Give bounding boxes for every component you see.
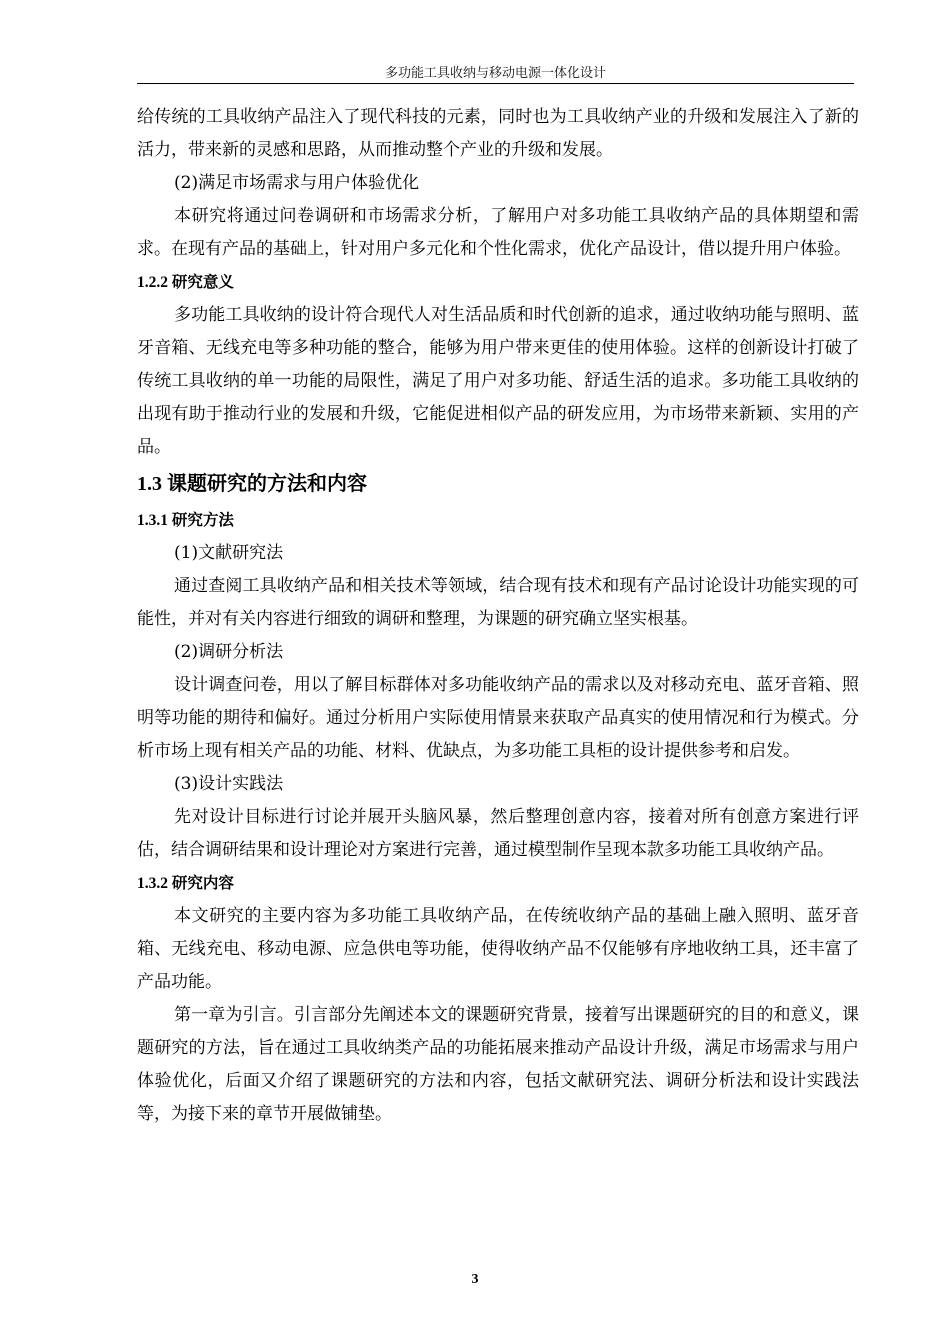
paragraph-design-practice-method: 先对设计目标进行讨论并展开头脑风暴，然后整理创意内容，接着对所有创意方案进行评估，结合调研结果和设计理论对方案进行完善，通过模型制作呈现本款多功能工具收纳产品。 — [137, 807, 859, 860]
paragraph-market-needs: 本研究将通过问卷调研和市场需求分析，了解用户对多功能工具收纳产品的具体期望和需求。在现有产品的基础上，针对用户多元化和个性化需求，优化产品设计，借以提升用户体验。 — [137, 206, 859, 259]
heading-1-3: 1.3 课题研究的方法和内容 — [137, 473, 367, 495]
list-item-survey-method: (2)调研分析法 — [174, 642, 284, 662]
heading-1-3-1: 1.3.1 研究方法 — [137, 512, 234, 529]
heading-1-3-2: 1.3.2 研究内容 — [137, 875, 234, 892]
header-rule — [137, 83, 854, 84]
page-number: 3 — [471, 1272, 479, 1287]
list-item-market-needs: (2)满足市场需求与用户体验优化 — [174, 173, 420, 193]
paragraph-continuation: 给传统的工具收纳产品注入了现代科技的元素，同时也为工具收纳产业的升级和发展注入了新的活力，带来新的灵感和思路，从而推动整个产业的升级和发展。 — [137, 107, 859, 160]
list-item-literature-method: (1)文献研究法 — [174, 543, 284, 563]
paragraph-survey-method: 设计调查问卷，用以了解目标群体对多功能收纳产品的需求以及对移动充电、蓝牙音箱、照明等功能的期待和偏好。通过分析用户实际使用情景来获取产品真实的使用情况和行为模式。分析市场上现有相关产品的功能、材料、优缺点，为多功能工具柜的设计提供参考和启发。 — [137, 675, 859, 761]
paragraph-literature-method: 通过查阅工具收纳产品和相关技术等领域，结合现有技术和现有产品讨论设计功能实现的可能性，并对有关内容进行细致的调研和整理，为课题的研究确立坚实根基。 — [137, 576, 859, 629]
paragraph-research-content: 本文研究的主要内容为多功能工具收纳产品，在传统收纳产品的基础上融入照明、蓝牙音箱、无线充电、移动电源、应急供电等功能，使得收纳产品不仅能够有序地收纳工具，还丰富了产品功能。 — [137, 906, 859, 992]
document-body — [137, 101, 859, 1131]
running-header: 多功能工具收纳与移动电源一体化设计 — [384, 66, 606, 81]
paragraph-significance: 多功能工具收纳的设计符合现代人对生活品质和时代创新的追求，通过收纳功能与照明、蓝牙音箱、无线充电等多种功能的整合，能够为用户带来更佳的使用体验。这样的创新设计打破了传统工具收纳的单一功能的局限性，满足了用户对多功能、舒适生活的追求。多功能工具收纳的出现有助于推动行业的发展和升级，它能促进相似产品的研发应用，为市场带来新颖、实用的产品。 — [137, 305, 859, 457]
paragraph-chapter-one: 第一章为引言。引言部分先阐述本文的课题研究背景，接着写出课题研究的目的和意义，课题研究的方法，旨在通过工具收纳类产品的功能拓展来推动产品设计升级，满足市场需求与用户体验优化，后面又介绍了课题研究的方法和内容，包括文献研究法、调研分析法和设计实践法等，为接下来的章节开展做铺垫。 — [137, 1005, 859, 1124]
list-item-design-practice-method: (3)设计实践法 — [174, 774, 284, 794]
heading-1-2-2: 1.2.2 研究意义 — [137, 274, 234, 291]
